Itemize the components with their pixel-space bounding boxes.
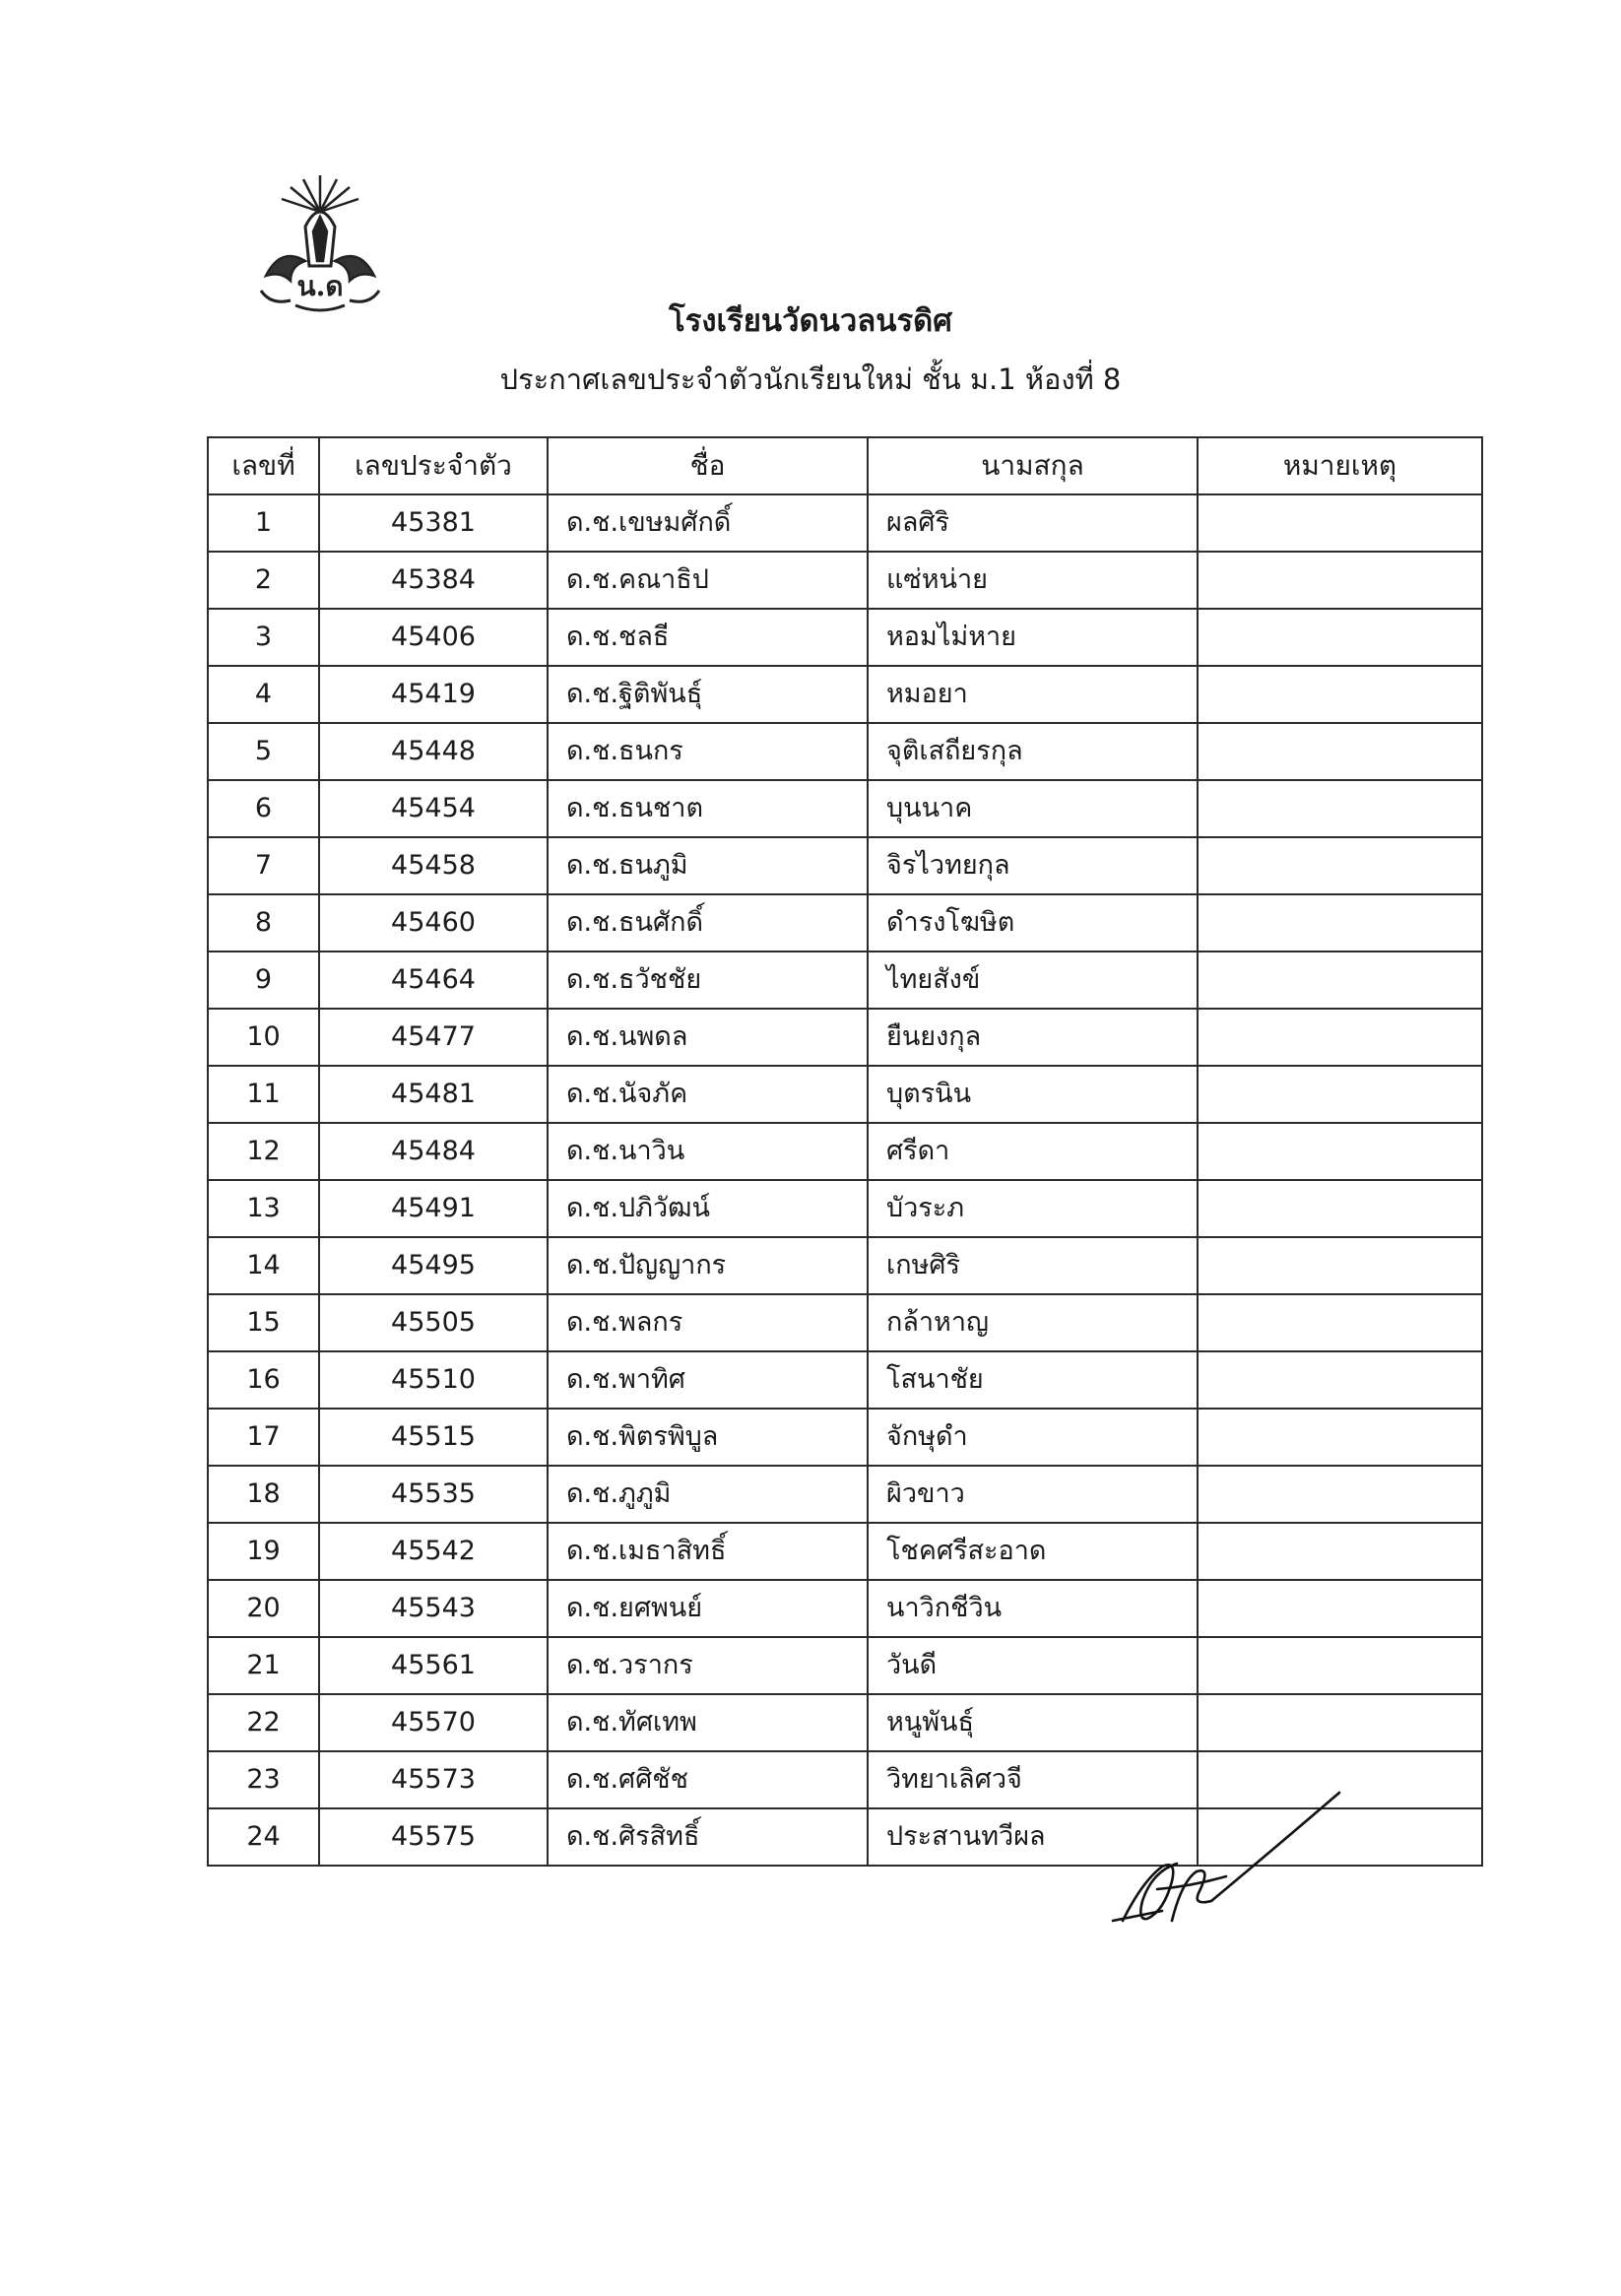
cell-last-name: โชคศรีสะอาด <box>868 1523 1198 1580</box>
cell-remark <box>1198 494 1482 552</box>
cell-number: 7 <box>208 837 319 894</box>
cell-number: 6 <box>208 780 319 837</box>
cell-number: 16 <box>208 1351 319 1409</box>
cell-number: 24 <box>208 1808 319 1866</box>
student-table <box>207 436 1483 1867</box>
announcement-title: ประกาศเลขประจำตัวนักเรียนใหม่ ชั้น ม.1 ห้องที่ 8 <box>499 362 1122 396</box>
col-header-first-name: ชื่อ <box>548 437 868 494</box>
table-row <box>208 1009 1482 1066</box>
cell-first-name: ด.ช.นัจภัค <box>548 1066 868 1123</box>
cell-remark <box>1198 609 1482 666</box>
cell-remark <box>1198 1180 1482 1237</box>
table-row <box>208 1066 1482 1123</box>
cell-last-name: เกษศิริ <box>868 1237 1198 1294</box>
cell-first-name: ด.ช.ศศิชัช <box>548 1751 868 1808</box>
cell-first-name: ด.ช.ธนภูมิ <box>548 837 868 894</box>
table-row <box>208 1237 1482 1294</box>
cell-student-id: 45570 <box>319 1694 548 1751</box>
cell-remark <box>1198 1637 1482 1694</box>
table-row <box>208 723 1482 780</box>
cell-student-id: 45510 <box>319 1351 548 1409</box>
cell-first-name: ด.ช.ปัญญากร <box>548 1237 868 1294</box>
cell-student-id: 45448 <box>319 723 548 780</box>
cell-first-name: ด.ช.ปภิวัฒน์ <box>548 1180 868 1237</box>
cell-student-id: 45505 <box>319 1294 548 1351</box>
cell-last-name: วิทยาเลิศวจี <box>868 1751 1198 1808</box>
cell-last-name: จักษุดำ <box>868 1409 1198 1466</box>
cell-number: 12 <box>208 1123 319 1180</box>
cell-last-name: บัวระภ <box>868 1180 1198 1237</box>
table-row <box>208 780 1482 837</box>
cell-number: 15 <box>208 1294 319 1351</box>
cell-remark <box>1198 1694 1482 1751</box>
cell-last-name: ผิวขาว <box>868 1466 1198 1523</box>
cell-number: 2 <box>208 552 319 609</box>
cell-number: 23 <box>208 1751 319 1808</box>
cell-number: 19 <box>208 1523 319 1580</box>
cell-remark <box>1198 666 1482 723</box>
table-row <box>208 666 1482 723</box>
cell-last-name: กล้าหาญ <box>868 1294 1198 1351</box>
cell-remark <box>1198 552 1482 609</box>
cell-last-name: จุติเสถียรกุล <box>868 723 1198 780</box>
cell-first-name: ด.ช.ฐิติพันธุ์ <box>548 666 868 723</box>
cell-student-id: 45464 <box>319 951 548 1009</box>
cell-number: 10 <box>208 1009 319 1066</box>
cell-first-name: ด.ช.ธวัชชัย <box>548 951 868 1009</box>
col-header-last-name: นามสกุล <box>868 437 1198 494</box>
cell-number: 17 <box>208 1409 319 1466</box>
cell-last-name: หมอยา <box>868 666 1198 723</box>
table-row <box>208 1180 1482 1237</box>
cell-first-name: ด.ช.ศิรสิทธิ์ <box>548 1808 868 1866</box>
cell-number: 14 <box>208 1237 319 1294</box>
cell-number: 11 <box>208 1066 319 1123</box>
cell-student-id: 45495 <box>319 1237 548 1294</box>
school-name: โรงเรียนวัดนวลนรดิศ <box>669 303 952 339</box>
cell-remark <box>1198 894 1482 951</box>
cell-first-name: ด.ช.ธนชาต <box>548 780 868 837</box>
table-row <box>208 609 1482 666</box>
cell-number: 4 <box>208 666 319 723</box>
logo-text: น.ด <box>296 270 344 302</box>
cell-last-name: บุตรนิน <box>868 1066 1198 1123</box>
cell-first-name: ด.ช.ยศพนย์ <box>548 1580 868 1637</box>
cell-student-id: 45419 <box>319 666 548 723</box>
cell-remark <box>1198 1351 1482 1409</box>
cell-last-name: จิรไวทยกุล <box>868 837 1198 894</box>
cell-last-name: วันดี <box>868 1637 1198 1694</box>
cell-student-id: 45484 <box>319 1123 548 1180</box>
cell-student-id: 45454 <box>319 780 548 837</box>
cell-remark <box>1198 1066 1482 1123</box>
cell-remark <box>1198 837 1482 894</box>
cell-last-name: ไทยสังข์ <box>868 951 1198 1009</box>
cell-first-name: ด.ช.พาทิศ <box>548 1351 868 1409</box>
cell-remark <box>1198 951 1482 1009</box>
cell-first-name: ด.ช.ธนกร <box>548 723 868 780</box>
signature <box>1103 1773 1359 1950</box>
cell-remark <box>1198 723 1482 780</box>
table-header-row <box>208 437 1482 494</box>
table-row <box>208 894 1482 951</box>
cell-number: 8 <box>208 894 319 951</box>
cell-last-name: นาวิกชีวิน <box>868 1580 1198 1637</box>
cell-first-name: ด.ช.นาวิน <box>548 1123 868 1180</box>
cell-student-id: 45481 <box>319 1066 548 1123</box>
cell-number: 18 <box>208 1466 319 1523</box>
table-row <box>208 1294 1482 1351</box>
cell-remark <box>1198 1009 1482 1066</box>
cell-first-name: ด.ช.ชลธี <box>548 609 868 666</box>
cell-student-id: 45406 <box>319 609 548 666</box>
col-header-remark: หมายเหตุ <box>1198 437 1482 494</box>
cell-student-id: 45573 <box>319 1751 548 1808</box>
cell-first-name: ด.ช.พลกร <box>548 1294 868 1351</box>
table-row <box>208 494 1482 552</box>
cell-remark <box>1198 1123 1482 1180</box>
cell-last-name: โสนาชัย <box>868 1351 1198 1409</box>
col-header-number: เลขที่ <box>208 437 319 494</box>
cell-first-name: ด.ช.คณาธิป <box>548 552 868 609</box>
cell-remark <box>1198 1466 1482 1523</box>
table-row <box>208 837 1482 894</box>
cell-first-name: ด.ช.เขษมศักดิ์ <box>548 494 868 552</box>
cell-last-name: ดำรงโฆษิต <box>868 894 1198 951</box>
cell-remark <box>1198 1580 1482 1637</box>
cell-first-name: ด.ช.ภูภูมิ <box>548 1466 868 1523</box>
cell-number: 5 <box>208 723 319 780</box>
cell-number: 22 <box>208 1694 319 1751</box>
cell-student-id: 45561 <box>319 1637 548 1694</box>
cell-student-id: 45542 <box>319 1523 548 1580</box>
cell-last-name: หนูพันธุ์ <box>868 1694 1198 1751</box>
cell-student-id: 45384 <box>319 552 548 609</box>
cell-first-name: ด.ช.พิตรพิบูล <box>548 1409 868 1466</box>
table-row <box>208 1466 1482 1523</box>
cell-remark <box>1198 1237 1482 1294</box>
cell-last-name: ยืนยงกุล <box>868 1009 1198 1066</box>
cell-remark <box>1198 1409 1482 1466</box>
table-row <box>208 1694 1482 1751</box>
cell-first-name: ด.ช.ทัศเทพ <box>548 1694 868 1751</box>
table-body <box>208 494 1482 1866</box>
cell-number: 21 <box>208 1637 319 1694</box>
cell-student-id: 45381 <box>319 494 548 552</box>
cell-first-name: ด.ช.ธนศักดิ์ <box>548 894 868 951</box>
cell-student-id: 45460 <box>319 894 548 951</box>
cell-number: 9 <box>208 951 319 1009</box>
cell-number: 13 <box>208 1180 319 1237</box>
table-row <box>208 552 1482 609</box>
table-row <box>208 1637 1482 1694</box>
cell-last-name: บุนนาค <box>868 780 1198 837</box>
table-row <box>208 1351 1482 1409</box>
table-row <box>208 1123 1482 1180</box>
cell-student-id: 45477 <box>319 1009 548 1066</box>
cell-number: 3 <box>208 609 319 666</box>
cell-remark <box>1198 1523 1482 1580</box>
cell-last-name: แซ่หน่าย <box>868 552 1198 609</box>
cell-first-name: ด.ช.นพดล <box>548 1009 868 1066</box>
cell-remark <box>1198 1294 1482 1351</box>
col-header-student-id: เลขประจำตัว <box>319 437 548 494</box>
table-row <box>208 1580 1482 1637</box>
cell-first-name: ด.ช.เมธาสิทธิ์ <box>548 1523 868 1580</box>
cell-student-id: 45458 <box>319 837 548 894</box>
cell-student-id: 45543 <box>319 1580 548 1637</box>
table-row <box>208 1409 1482 1466</box>
cell-last-name: ศรีดา <box>868 1123 1198 1180</box>
cell-last-name: ประสานทวีผล <box>868 1808 1198 1866</box>
cell-student-id: 45575 <box>319 1808 548 1866</box>
cell-number: 1 <box>208 494 319 552</box>
cell-first-name: ด.ช.วรากร <box>548 1637 868 1694</box>
cell-last-name: หอมไม่หาย <box>868 609 1198 666</box>
table-row <box>208 1523 1482 1580</box>
cell-student-id: 45515 <box>319 1409 548 1466</box>
cell-number: 20 <box>208 1580 319 1637</box>
cell-last-name: ผลศิริ <box>868 494 1198 552</box>
cell-remark <box>1198 780 1482 837</box>
table-row <box>208 951 1482 1009</box>
cell-student-id: 45491 <box>319 1180 548 1237</box>
cell-student-id: 45535 <box>319 1466 548 1523</box>
